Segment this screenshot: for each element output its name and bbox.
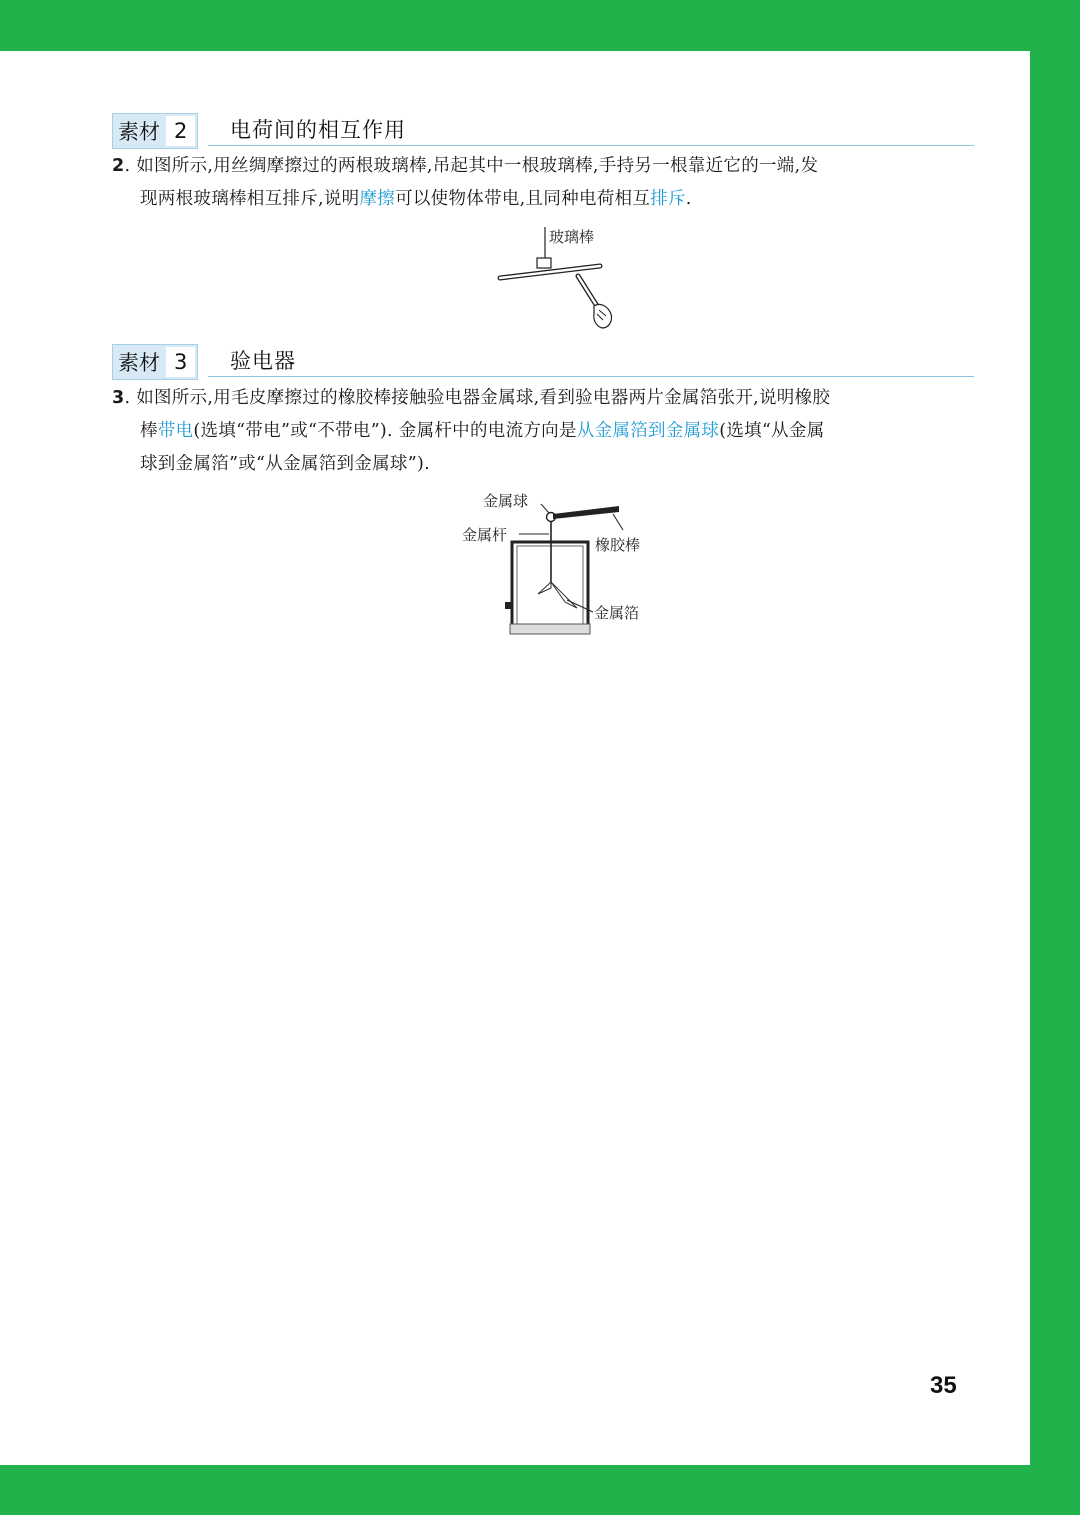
question-2-number: 2 bbox=[112, 156, 125, 176]
question-2-line-2 bbox=[112, 183, 980, 216]
question-2-text-2c: . bbox=[685, 189, 692, 209]
label-metal-rod: 金属杆 bbox=[462, 526, 508, 544]
question-2 bbox=[112, 150, 980, 216]
frame-knob bbox=[505, 602, 511, 609]
question-3-line-2 bbox=[112, 415, 980, 448]
rubber-rod-leader-line bbox=[613, 514, 623, 530]
question-2-text-1: . 如图所示,用丝绸摩擦过的两根玻璃棒,吊起其中一根玻璃棒,手持另一根靠近它的一端,发 bbox=[124, 156, 819, 176]
section-2-title: 电荷间的相互作用 bbox=[230, 118, 406, 142]
question-3-line-3: 球到金属箔”或“从金属箔到金属球”). bbox=[140, 454, 430, 474]
hanger-loop bbox=[537, 258, 551, 268]
hand-icon bbox=[594, 304, 612, 328]
question-2-answer-2: 排斥 bbox=[650, 189, 686, 209]
label-metal-ball: 金属球 bbox=[483, 492, 529, 510]
question-2-answer-1: 摩擦 bbox=[359, 189, 396, 209]
question-2-text-2b: 可以使物体带电,且同种电荷相互 bbox=[395, 189, 651, 209]
question-3-number: 3 bbox=[112, 388, 125, 408]
label-metal-foil: 金属箔 bbox=[594, 604, 640, 622]
question-3-text-1: . 如图所示,用毛皮摩擦过的橡胶棒接触验电器金属球,看到验电器两片金属箔张开,说明橡胶 bbox=[124, 388, 831, 408]
electroscope-figure bbox=[455, 484, 670, 644]
ball-leader-line bbox=[541, 504, 549, 513]
rubber-rod bbox=[553, 506, 619, 519]
question-3-answer-2: 从金属箔到金属球 bbox=[576, 421, 720, 441]
section-2-rule bbox=[208, 145, 974, 146]
glass-rod-figure bbox=[490, 222, 630, 334]
section-3-rule bbox=[208, 376, 974, 377]
page-number: 35 bbox=[930, 1372, 957, 1399]
electroscope-base bbox=[510, 624, 590, 634]
section-2-tag bbox=[112, 113, 198, 149]
question-3-text-2a: 棒 bbox=[140, 421, 158, 441]
glass-rod-label: 玻璃棒 bbox=[549, 228, 595, 246]
question-3-text-2c: (选填“从金属 bbox=[719, 421, 825, 441]
section-3-header bbox=[112, 344, 974, 378]
section-3-tag-word: 素材 bbox=[118, 351, 160, 375]
section-2-tag-number: 2 bbox=[166, 116, 195, 146]
section-3-tag bbox=[112, 344, 198, 380]
question-3 bbox=[112, 382, 980, 481]
question-2-line-1 bbox=[112, 150, 980, 183]
section-3-title: 验电器 bbox=[230, 349, 296, 373]
metal-foil-right bbox=[551, 582, 577, 608]
section-2-header bbox=[112, 113, 974, 147]
question-3-text-2b: (选填“带电”或“不带电”). 金属杆中的电流方向是 bbox=[193, 421, 577, 441]
label-rubber-rod: 橡胶棒 bbox=[595, 536, 641, 554]
question-3-answer-1: 带电 bbox=[157, 421, 194, 441]
question-3-line-1 bbox=[112, 382, 980, 415]
section-2-tag-word: 素材 bbox=[118, 120, 160, 144]
section-3-tag-number: 3 bbox=[166, 347, 195, 377]
metal-foil-left bbox=[538, 582, 551, 594]
question-2-text-2a: 现两根玻璃棒相互排斥,说明 bbox=[140, 189, 360, 209]
